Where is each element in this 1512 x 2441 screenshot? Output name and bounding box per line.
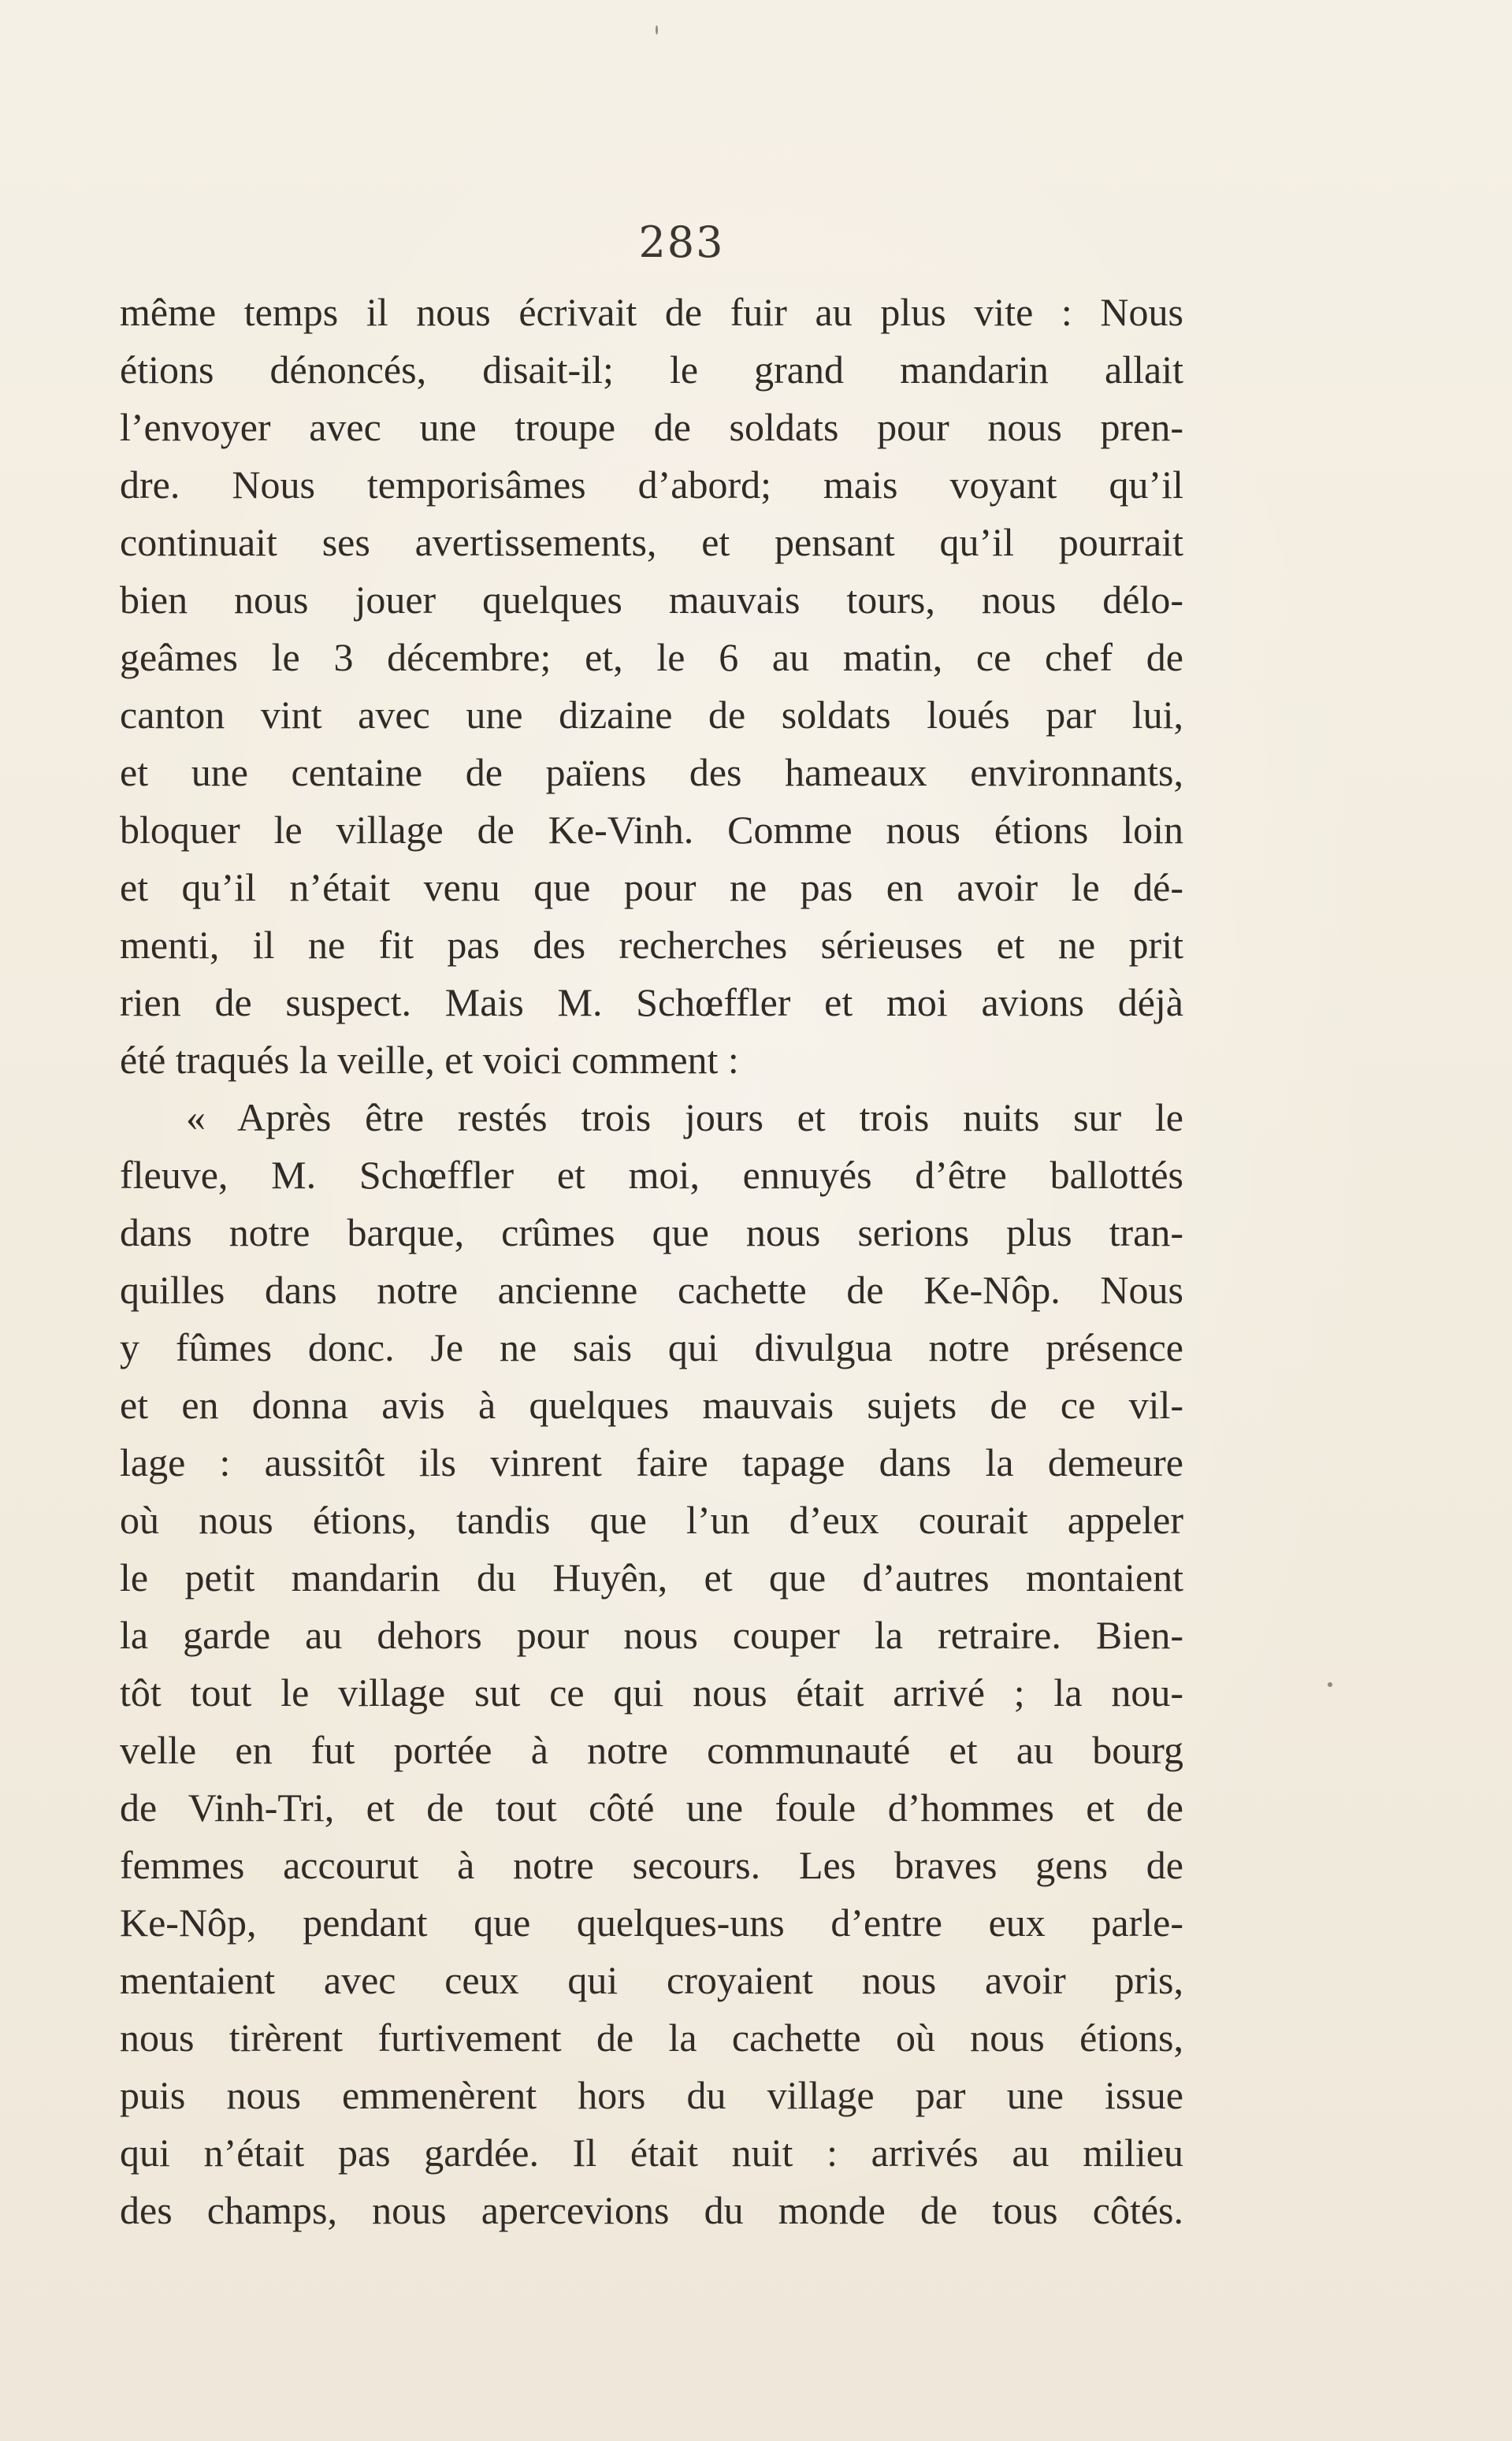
text-line: nous tirèrent furtivement de la cachette où nous étions, — [120, 2016, 1183, 2060]
page-number: 283 — [638, 217, 725, 267]
text-line: des champs, nous apercevions du monde de tous côtés. — [120, 2188, 1183, 2232]
text-line: y fûmes donc. Je ne sais qui divulgua notre présence — [120, 1325, 1183, 1369]
text-line: bien nous jouer quelques mauvais tours, nous délo- — [120, 578, 1183, 622]
paper-speck — [656, 25, 658, 35]
text-line: et en donna avis à quelques mauvais sujets de ce vil- — [120, 1383, 1183, 1427]
text-line: Ke-Nôp, pendant que quelques-uns d’entre eux parle- — [120, 1900, 1183, 1945]
text-line: femmes accourut à notre secours. Les braves gens de — [120, 1843, 1183, 1887]
text-line: lage : aussitôt ils vinrent faire tapage dans la demeure — [120, 1440, 1183, 1484]
text-line: l’envoyer avec une troupe de soldats pour nous pren- — [120, 405, 1183, 449]
text-line: dre. Nous temporisâmes d’abord; mais voyant qu’il — [120, 463, 1183, 507]
text-line: menti, il ne fit pas des recherches sérieuses et ne prit — [120, 923, 1183, 967]
text-line: fleuve, M. Schœffler et moi, ennuyés d’être ballottés — [120, 1153, 1183, 1197]
text-line: continuait ses avertissements, et pensant qu’il pourrait — [120, 520, 1183, 564]
text-line: geâmes le 3 décembre; et, le 6 au matin, ce chef de — [120, 635, 1183, 679]
body-text — [120, 284, 1183, 2239]
text-line: velle en fut portée à notre communauté et au bourg — [120, 1728, 1183, 1772]
text-line: bloquer le village de Ke-Vinh. Comme nous étions loin — [120, 808, 1183, 852]
text-line: quilles dans notre ancienne cachette de Ke-Nôp. Nous — [120, 1268, 1183, 1312]
text-line: le petit mandarin du Huyên, et que d’autres montaient — [120, 1555, 1183, 1599]
paper-speck — [1328, 1682, 1332, 1687]
text-line: été traqués la veille, et voici comment : — [120, 1038, 739, 1082]
text-line: dans notre barque, crûmes que nous serions plus tran- — [120, 1210, 1183, 1254]
text-line: mentaient avec ceux qui croyaient nous avoir pris, — [120, 1958, 1183, 2002]
text-line: la garde au dehors pour nous couper la retraire. Bien- — [120, 1613, 1183, 1657]
text-line: même temps il nous écrivait de fuir au plus vite : Nous — [120, 290, 1183, 334]
text-line: « Après être restés trois jours et trois nuits sur le — [186, 1095, 1183, 1139]
text-line: canton vint avec une dizaine de soldats loués par lui, — [120, 693, 1183, 737]
text-line: où nous étions, tandis que l’un d’eux courait appeler — [120, 1498, 1183, 1542]
text-line: et une centaine de païens des hameaux environnants, — [120, 750, 1183, 794]
text-line: rien de suspect. Mais M. Schœffler et moi avions déjà — [120, 980, 1183, 1024]
text-line: étions dénoncés, disait-il; le grand mandarin allait — [120, 347, 1183, 392]
text-line: et qu’il n’était venu que pour ne pas en avoir le dé- — [120, 865, 1183, 909]
text-line: tôt tout le village sut ce qui nous était arrivé ; la nou- — [120, 1670, 1183, 1715]
text-line: de Vinh-Tri, et de tout côté une foule d’hommes et de — [120, 1785, 1183, 1830]
text-line: qui n’était pas gardée. Il était nuit : arrivés au milieu — [120, 2131, 1183, 2175]
text-line: puis nous emmenèrent hors du village par une issue — [120, 2073, 1183, 2117]
